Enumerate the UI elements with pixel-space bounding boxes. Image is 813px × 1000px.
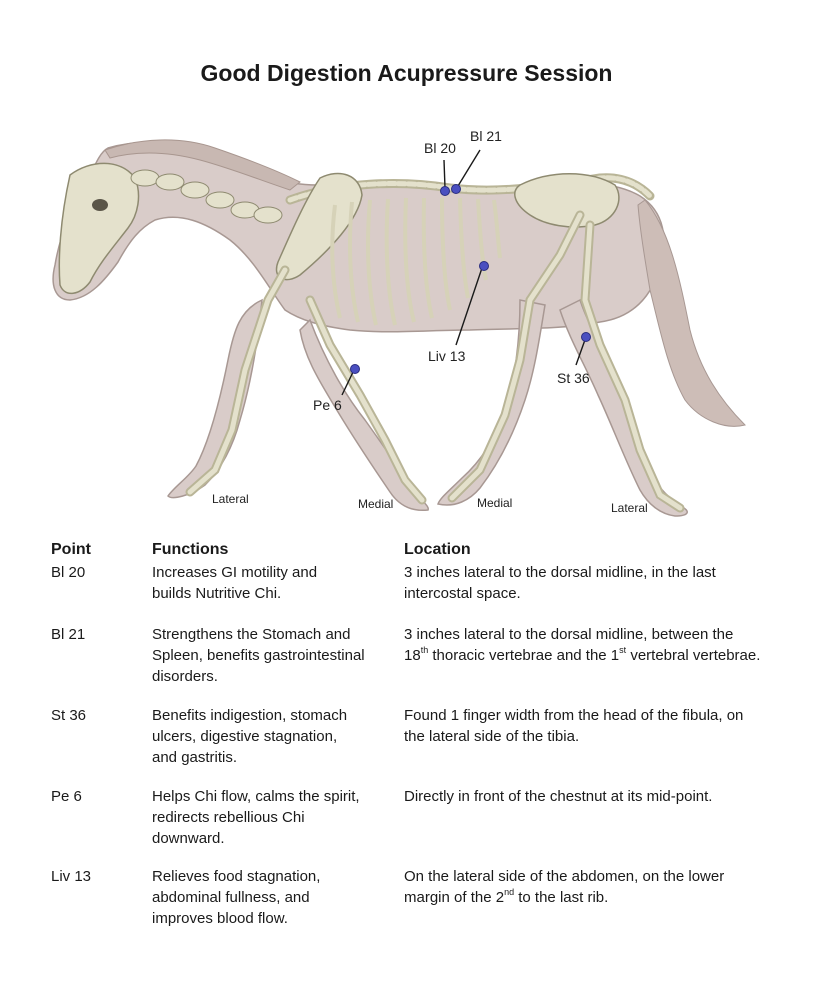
label-st36: St 36 [557,370,590,386]
label-hind-left-medial: Medial [477,496,513,510]
point-marker-bl20 [441,187,450,196]
label-front-right-medial: Medial [358,497,394,511]
horse-skeleton-illustration [0,110,813,530]
row-location: On the lateral side of the abdomen, on the lower margin of the 2nd to the last rib. [404,868,725,906]
page-title: Good Digestion Acupressure Session [200,60,613,86]
label-liv13: Liv 13 [428,348,466,364]
row-point: Bl 20 [51,564,86,581]
row-functions: Increases GI motility and builds Nutritive Chi. [152,564,318,602]
row-functions: Relieves food stagnation, abdominal fullness, and improves blood flow. [152,868,321,927]
row-location: Directly in front of the chestnut at its mid-point. [404,788,713,805]
label-bl20: Bl 20 [424,140,456,156]
label-front-left-lateral: Lateral [212,492,249,506]
point-marker-st36 [582,333,591,342]
row-point: St 36 [51,707,87,724]
header-point: Point [51,541,91,558]
row-functions: Benefits indigestion, stomach ulcers, digestive stagnation, and gastritis. [152,707,348,766]
row-point: Liv 13 [51,868,92,885]
header-functions: Functions [152,541,229,558]
header-location: Location [404,541,471,558]
row-point: Bl 21 [51,626,86,643]
label-pe6: Pe 6 [313,397,342,413]
point-marker-liv13 [480,262,489,271]
row-location: Found 1 finger width from the head of the fibula, on the lateral side of the tibia. [404,707,744,745]
label-hind-right-lateral: Lateral [611,501,648,515]
point-marker-pe6 [351,365,360,374]
point-marker-bl21 [452,185,461,194]
tail [638,200,745,426]
row-location: 3 inches lateral to the dorsal midline, between the 18th thoracic vertebrae and the 1st vertebral vertebrae. [404,626,761,664]
row-functions: Strengthens the Stomach and Spleen, benefits gastrointestinal disorders. [152,626,365,685]
label-bl21: Bl 21 [470,128,502,144]
row-functions: Helps Chi flow, calms the spirit, redirects rebellious Chi downward. [152,788,360,847]
row-location: 3 inches lateral to the dorsal midline, in the last intercostal space. [404,564,716,602]
eye-socket [92,199,108,211]
row-point: Pe 6 [51,788,82,805]
